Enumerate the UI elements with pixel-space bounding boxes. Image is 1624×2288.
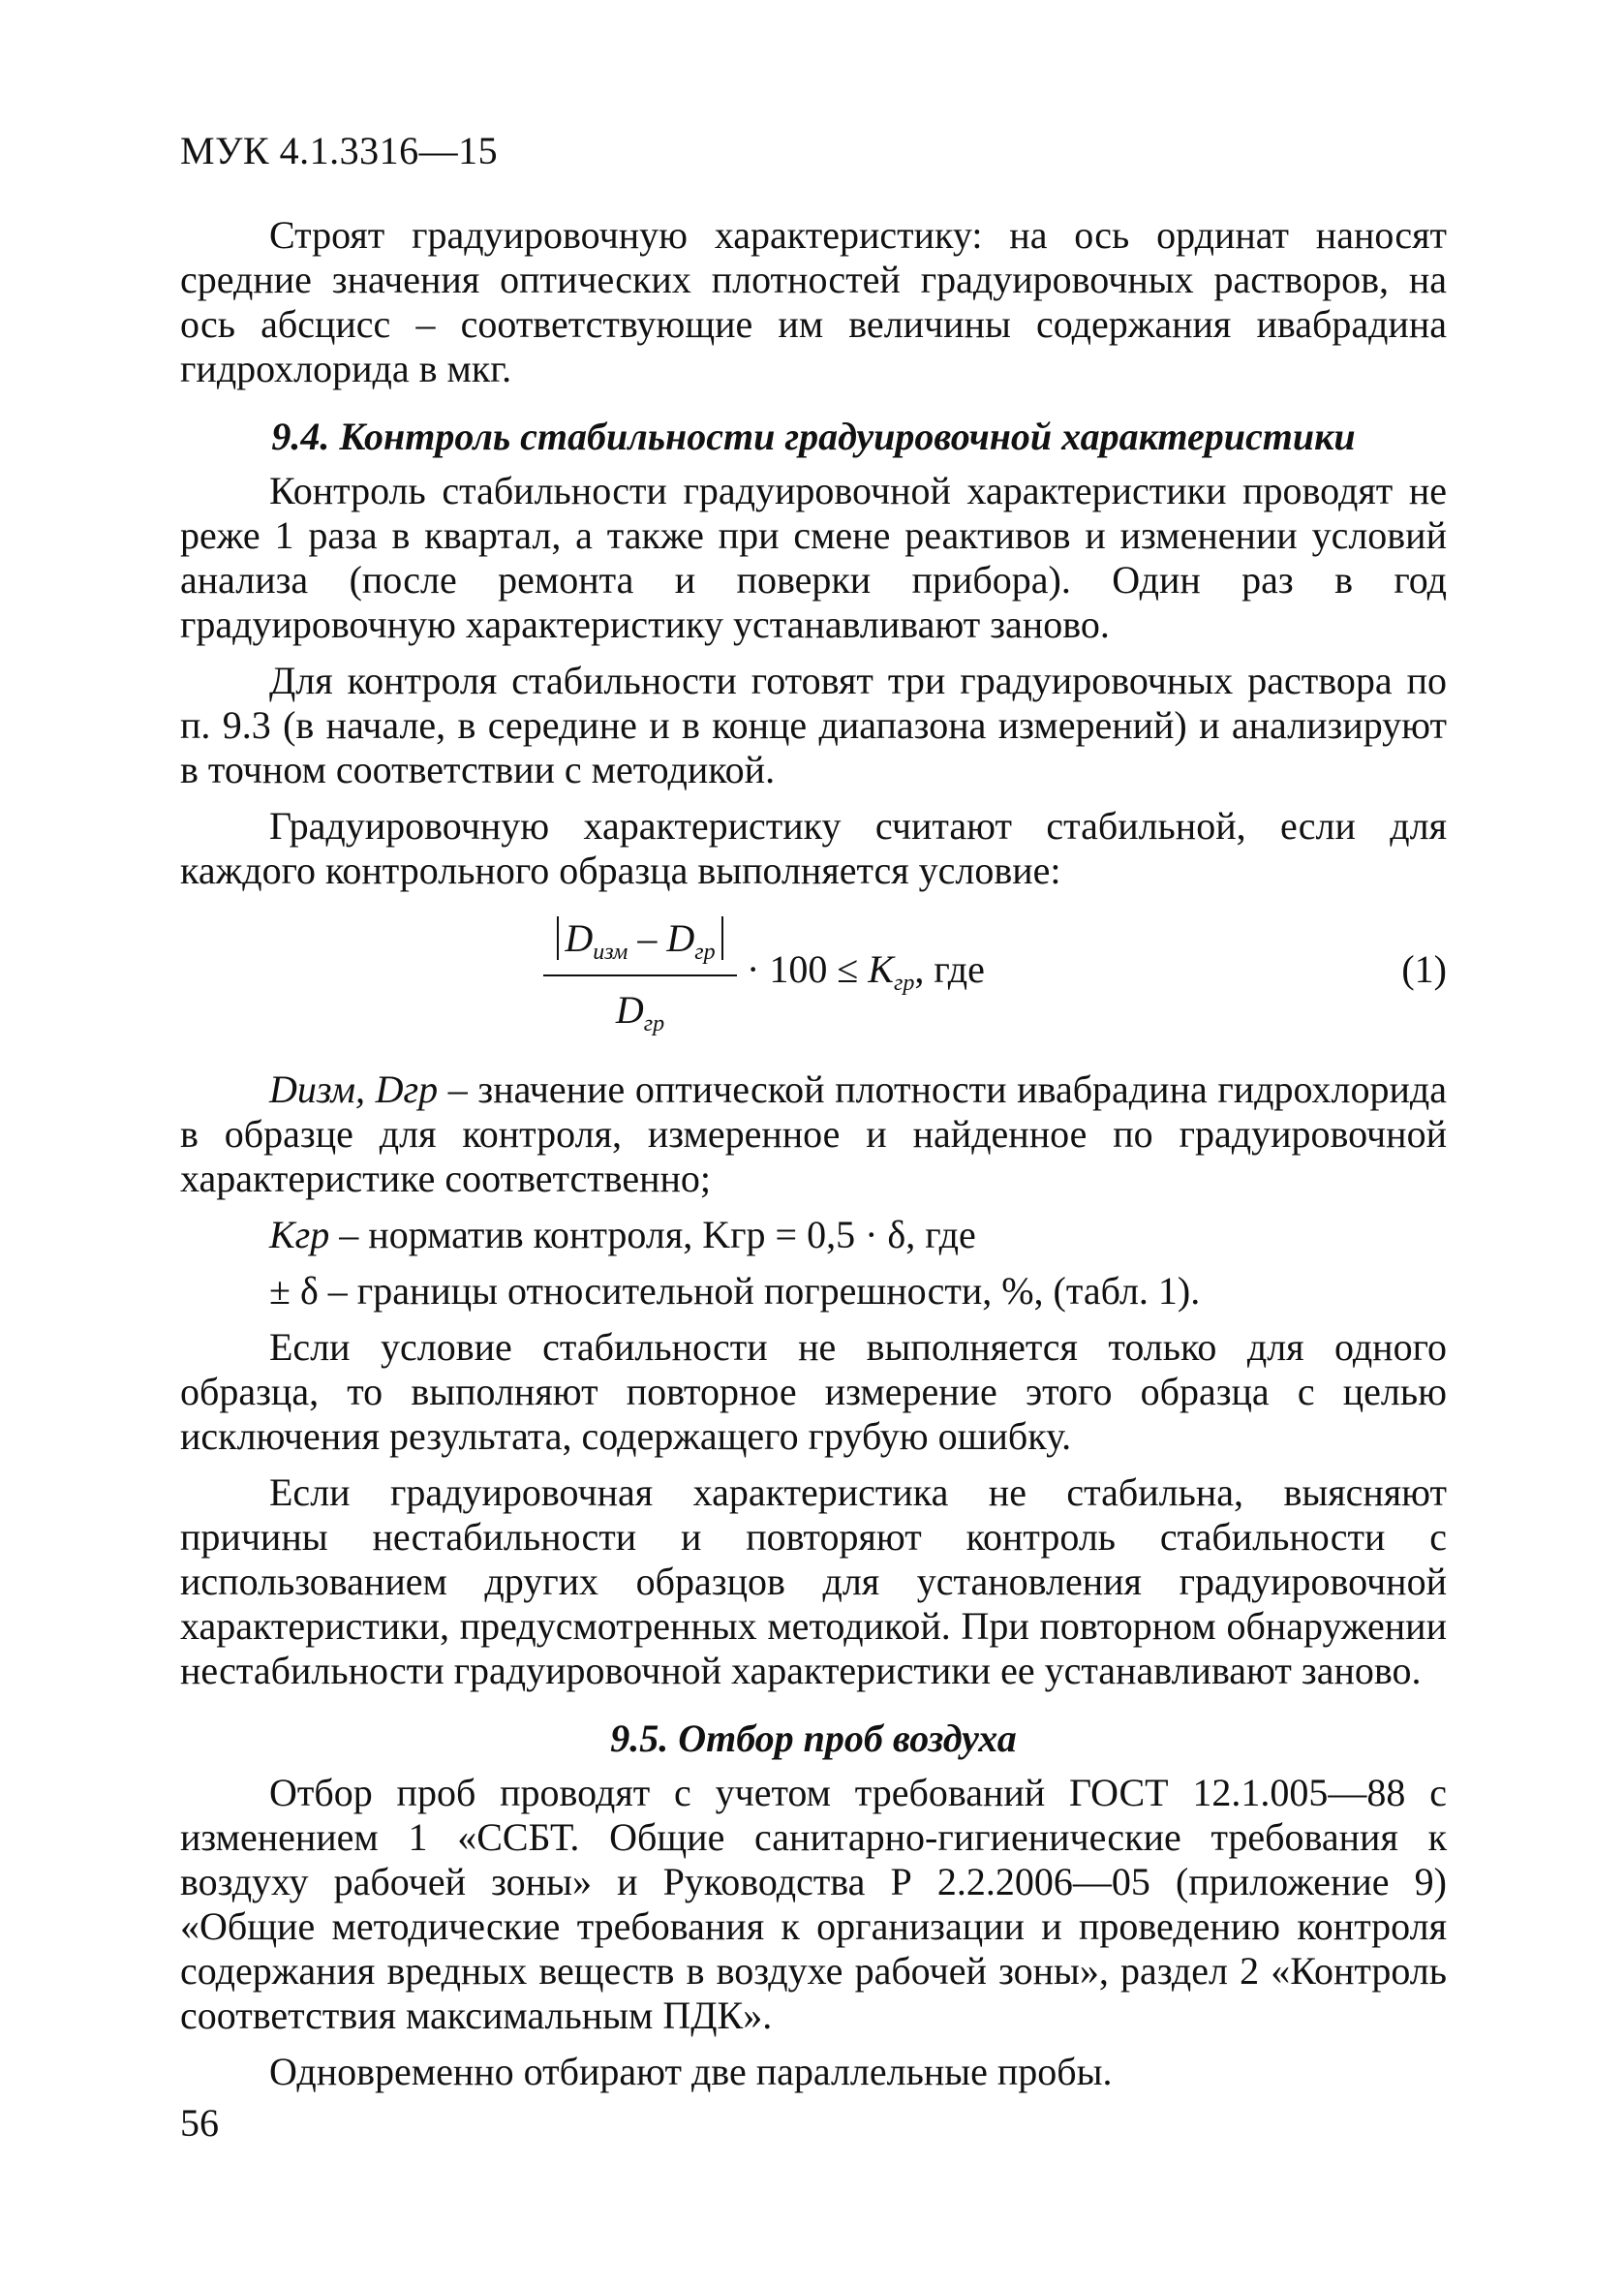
formula-numerator: $D_{изм} - D_{гр}$ [543, 911, 737, 967]
formula-denominator: $D_{гр}$ [615, 988, 665, 1036]
paragraph-control-solutions: Для контроля стабильности готовят три градуировочных раствора по п. 9.3 (в начале, в середине и в конце диапазона измерений) и анализируют в точном соответствии с методикой. [180, 659, 1447, 791]
section-9-5-title: 9.5. Отбор проб воздуха [610, 1716, 1017, 1760]
paragraph-repeat-measurement: Если условие стабильности не выполняется только для одного образца, то выполняют повторное измерение этого образца с целью исключения результата, содержащего грубую ошибку. [180, 1325, 1447, 1458]
definition-delta: ± δ – границы относительной погрешности, %, (табл. 1). [269, 1269, 1201, 1313]
paragraph-air-sampling: Отбор проб проводят с учетом требований ГОСТ 12.1.005—88 с изменением 1 «ССБТ. Общие санитарно-гигиенические требования к воздуху рабочей зоны» и Руководства Р 2.2.2006—05 (приложение 9) «Общие методические требования к организации и проведению контроля содержания вредных веществ в воздухе рабочей зоны», раздел 2 «Контроль соответствия максимальным ПДК». [180, 1771, 1447, 2037]
paragraph-instability: Если градуировочная характеристика не стабильна, выясняют причины нестабильности и повторяют контроль стабильности с использованием других образцов для установления градуировочной характеристики, предусмотренных методикой. При повторном обнаружении нестабильности градуировочной характеристики ее устанавливают заново. [180, 1470, 1447, 1692]
paragraph-stability-condition: Градуировочную характеристику считают стабильной, если для каждого контрольного образца выполняется условие: [180, 804, 1447, 892]
page-number: 56 [180, 2101, 219, 2145]
document-code-header: МУК 4.1.3316—15 [180, 129, 499, 172]
page-content [180, 213, 1447, 2094]
definition-d-values: Dизм, Dгр – значение оптической плотности ивабрадина гидрохлорида в образце для контроля, измеренное и найденное по градуировочной характеристике соответственно; [180, 1067, 1447, 1200]
equation-number: (1) [1401, 947, 1447, 991]
definition-k-gr: Kгр – норматив контроля, Kгр = 0,5 · δ, где [269, 1213, 976, 1256]
stability-formula [180, 911, 1447, 1056]
paragraph-graduation-plot: Строят градуировочную характеристику: на ось ординат наносят средние значения оптических плотностей градуировочных растворов, на ось абсцисс – соответствующие им величины содержания ивабрадина гидрохлорида в мкг. [180, 213, 1447, 390]
paragraph-control-frequency: Контроль стабильности градуировочной характеристики проводят не реже 1 раза в квартал, а также при смене реактивов и изменении условий анализа (после ремонта и поверки прибора). Один раз в год градуировочную характеристику устанавливают заново. [180, 469, 1447, 646]
section-9-4-title: 9.4. Контроль стабильности градуировочной характеристики [271, 415, 1356, 458]
fraction-bar [543, 974, 737, 976]
formula-fraction [543, 911, 737, 1036]
formula-right-side: · $100 \le K_{гр}$, где [747, 947, 985, 996]
paragraph-parallel-samples: Одновременно отбирают две параллельные пробы. [269, 2050, 1113, 2093]
